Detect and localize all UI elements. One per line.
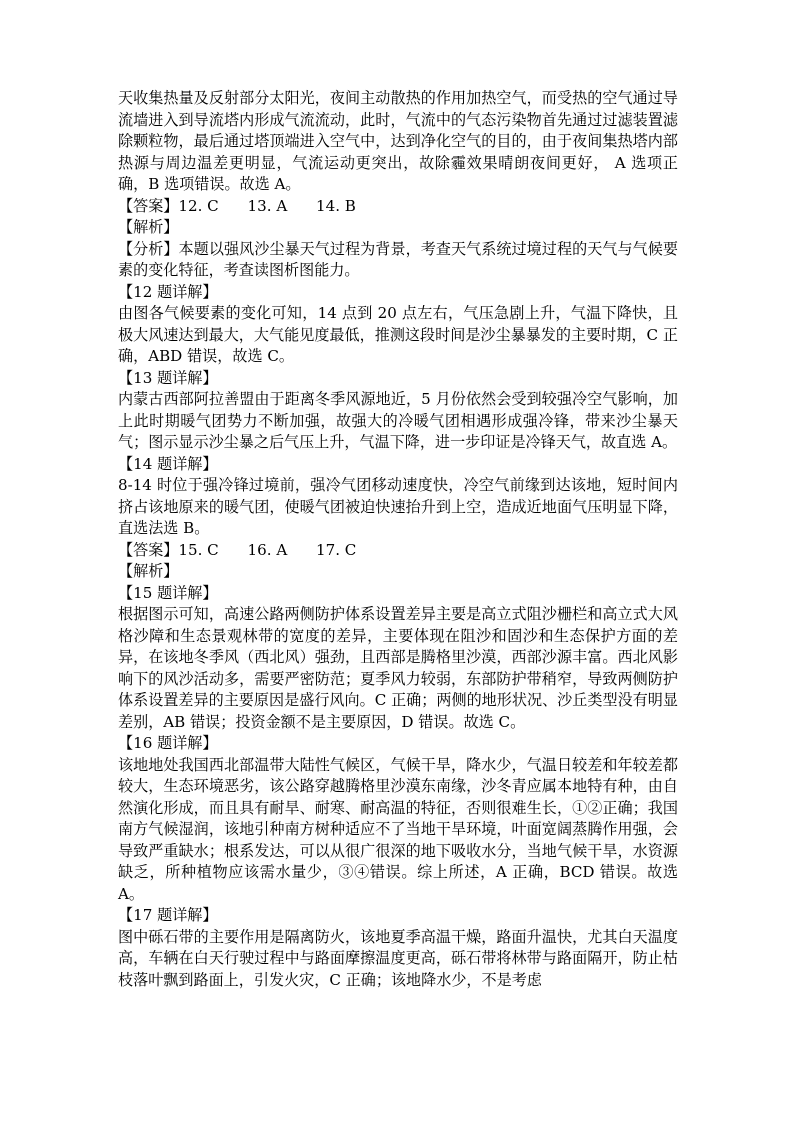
section-heading: 【15 题详解】: [118, 583, 218, 602]
section-heading: 【12 题详解】: [118, 282, 218, 301]
section-heading: 【14 题详解】: [118, 454, 218, 473]
section-heading: 【13 题详解】: [118, 368, 218, 387]
paragraph: 【分析】本题以强风沙尘暴天气过程为背景，考查天气系统过境过程的天气与气候要素的变化特征，考查读图析图能力。: [118, 239, 678, 279]
section-heading: 【解析】: [118, 218, 179, 236]
section-heading: 【16 题详解】: [118, 734, 218, 752]
paragraph: 由图各气候要素的变化可知，14 点到 20 点左右，气压急剧上升，气温下降快，且极大风速达到最大，大气能见度最低，推测这段时间是沙尘暴暴发的主要时期，C 正确，ABD 错误，故选 C。: [118, 304, 678, 365]
paragraph: 根据图示可知，高速公路两侧防护体系设置差异主要是高立式阻沙栅栏和高立式大风格沙障和生态景观林带的宽度的差异，主要体现在阻沙和固沙和生态保护方面的差异，在该地冬季风（西北风）强劲，且西部是腾格里沙漠，西部沙源丰富。西北风影响下的风沙活动多，需要严密防范；夏季风力较弱，东部防护带稍窄，导致两侧防护体系设置差异的主要原因是盛行风向。C 正确；两侧的地形状况、沙丘类型没有明显差别，AB 错误；投资金额不是主要原因，D 错误。故选 C。: [118, 605, 678, 731]
paragraph: 8-14 时位于强冷锋过境前，强冷气团移动速度快，冷空气前缘到达该地，短时间内挤占该地原来的暖气团，使暖气团被迫快速抬升到上空，造成近地面气压明显下降，直选法选 B。: [118, 476, 678, 537]
paragraph: 图中砾石带的主要作用是隔离防火，该地夏季高温干燥，路面升温快，尤其白天温度高，车辆在白天行驶过程中与路面摩擦温度更高，砾石带将林带与路面隔开，防止枯枝落叶飘到路面上，引发火灾，C 正确；该地降水少，不是考虑: [118, 927, 678, 989]
paragraph: 天收集热量及反射部分太阳光，夜间主动散热的作用加热空气，而受热的空气通过导流墙进入到导流塔内形成气流流动，此时，气流中的气态污染物首先通过过滤装置滤除颗粒物，最后通过塔顶端进入空气中，达到净化空气的目的，由于夜间集热塔内部热源与周边温差更明显，气流运动更突出，故除霾效果晴朗夜间更好， A 选项正确，B 选项错误。故选 A。: [118, 89, 678, 193]
answer-line: 【答案】12. C 13. A 14. B: [118, 196, 356, 215]
paragraph: 该地地处我国西北部温带大陆性气候区，气候干旱，降水少，气温日较差和年较差都较大，生态环境恶劣，该公路穿越腾格里沙漠东南缘，沙冬青应属本地特有种，由自然演化形成，而且具有耐旱、耐寒、耐高温的特征，否则很难生长，①②正确；我国南方气候湿润，该地引种南方树种适应不了当地干旱环境，叶面宽阔蒸腾作用强，会导致严重缺水；根系发达，可以从很广很深的地下吸收水分，当地气候干旱，水资源缺乏，所种植物应该需水量少，③④错误。综上所述，A 正确，BCD 错误。故选 A。: [118, 755, 678, 903]
answer-line: 【答案】15. C 16. A 17. C: [118, 540, 357, 559]
section-heading: 【17 题详解】: [118, 906, 218, 924]
document-page: [118, 88, 678, 991]
section-heading: 【解析】: [118, 562, 179, 580]
paragraph: 内蒙古西部阿拉善盟由于距离冬季风源地近，5 月份依然会受到较强冷空气影响，加上此时期暖气团势力不断加强，故强大的冷暖气团相遇形成强冷锋，带来沙尘暴天气；图示显示沙尘暴之后气压上升，气温下降，进一步印证是冷锋天气，故直选 A。: [118, 390, 678, 451]
